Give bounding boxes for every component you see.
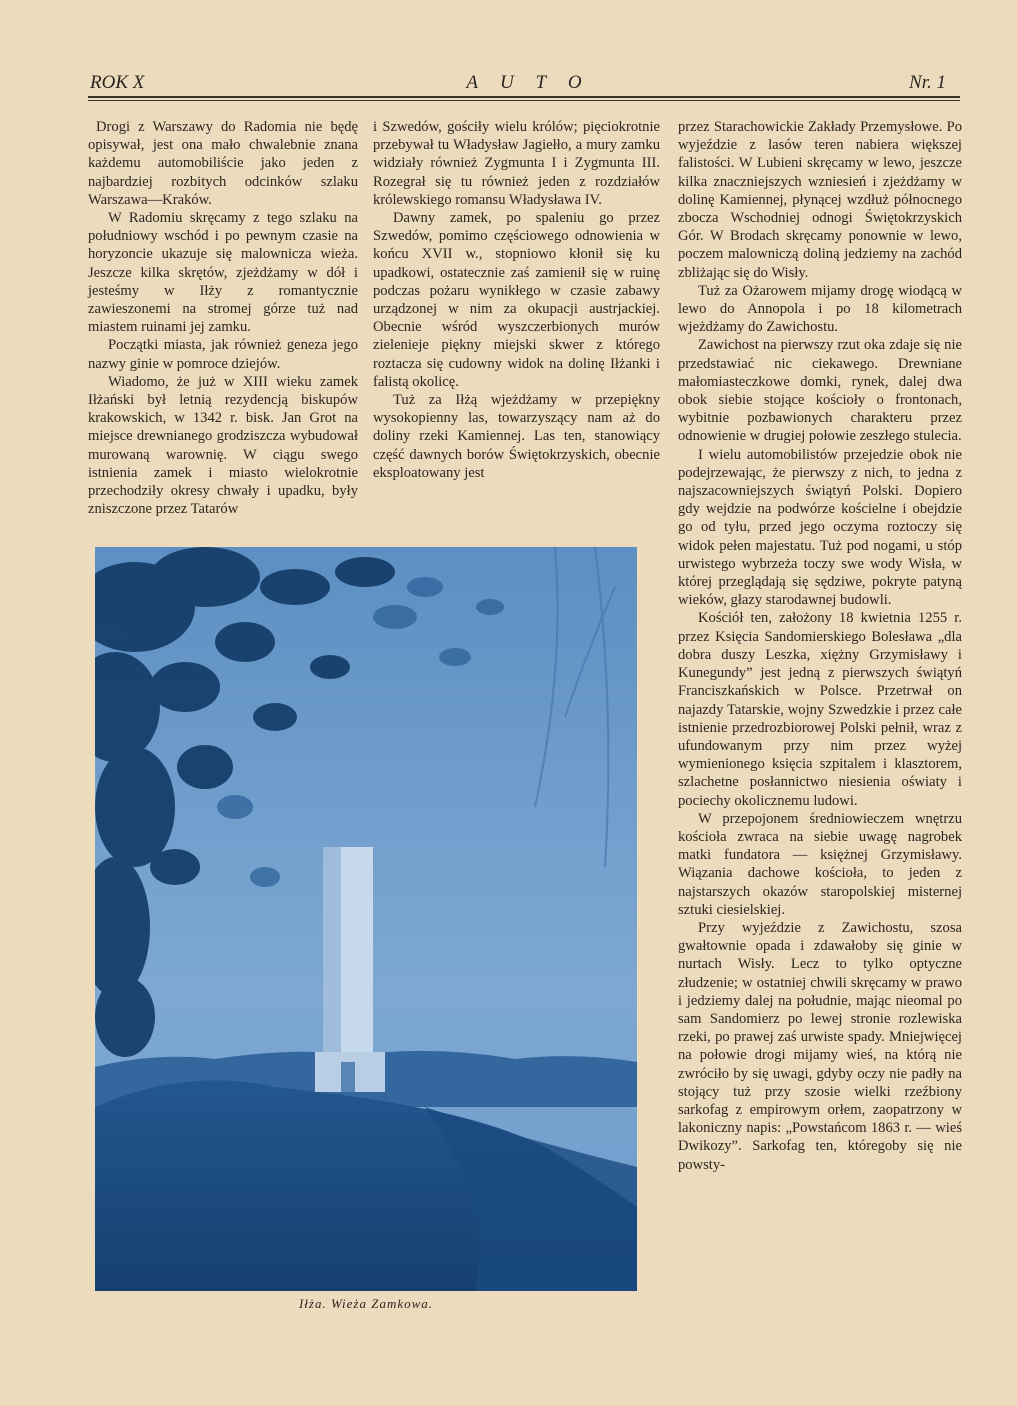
photo-illustration <box>95 547 637 1291</box>
header-magazine-title: AUTO <box>466 72 604 93</box>
paragraph: i Szwedów, gościły wielu królów; pięciokrotnie przebywał tu Władysław Jagiełło, a mury zamku widziały również Zygmunta I i Zygmunta III. Rozegrał się tu również jeden z rozdziałów królewskiego romansu Władysława IV. <box>373 119 660 208</box>
paragraph: Dawny zamek, po spaleniu go przez Szwedów, pomimo częściowego odnowienia w końcu XVII w., stopniowo kłonił się ku upadkowi, ostatecznie zaś zamienił się w ruinę podczas pożaru wynikłego w czasie zabawy urządzonej w nim za okupacji austrjackiej. Obecnie wśród wyszczerbionych murów zieleniеje piękny miejski skwer z którego roztacza się cudowny widok na dolinę Iłżanki i falistą okolicę. <box>373 210 660 390</box>
paragraph: przez Starachowickie Zakłady Przemysłowe. Po wyjeździe z lasów teren nabiera większej falistości. W Lubieni skręcamy w lewo, jeszcze kilka znaczniejszych wzniesień i zjeżdżamy w dolinę Kamiennej, płynącej wzdłuż północnego zbocza Wschodniej odnogi Świętokrzyskich Gór. W Brodach skręcamy ponownie w lewo, poczem malowniczą doliną jedziemy na zachód zbliżając się do Wisły. <box>678 119 962 281</box>
running-header <box>88 72 960 94</box>
photo-caption: Iłża. Wieża Zamkowa. <box>298 1296 434 1311</box>
text-column-3 <box>678 118 962 1174</box>
paragraph: I wielu automobilistów przejedzie obok nie podejrzewając, że pierwszy z nich, to jedna z najszacowniejszych świątyń Polski. Dopiero gdy wejdzie na podwórze kościelne i obejdzie go od tyłu, przed jego oczyma roztoczy się widok pełen majestatu. Tuż pod nogami, u stóp urwistego wybrzeża toczy swe wody Wisła, w której przeglądają się sędziwe, pokryte patyną wieków, głazy starodawnej budowli. <box>678 446 962 609</box>
header-volume: ROK X <box>90 72 145 93</box>
text-column-1 <box>88 118 358 518</box>
paragraph: Zawichost na pierwszy rzut oka zdaje się nie przedstawiać nic ciekawego. Drewniane małomiasteczkowe domki, rynek, dalej dwa obok siebie stojące kościoły o frontonach, wybitnie pozbawionych charakteru przez odnowienie w drugiej połowie zeszłego stulecia. <box>678 337 962 445</box>
text-column-2 <box>373 118 660 482</box>
paragraph: W Radomiu skręcamy z tego szlaku na południowy wschód i po pewnym czasie na horyzoncie ukazuje się malownicza wieża. Jeszcze kilka skrętów, zjeżdżamy w dół i jesteśmy w Iłży z romantycznie zawieszonemi na stromej górze tuż nad miastem ruinami jej zamku. <box>88 210 358 336</box>
paragraph: Przy wyjeździe z Zawichostu, szosa gwałtownie opada i zdawałoby się ginie w nurtach Wisły. Lecz to tylko optyczne złudzenie; w ostatniej chwili skręcamy w prawo i jedziemy dalej na południe, mając nieomal po sam Sandomierz po lewej stronie rozlewiska rzeki, po prawej zaś urwiste spady. Mniejwięcej na połowie drogi mijamy wieś, na którą nie zwróciło by się uwagi, gdyby oczy nie padły na stojący tuż przy szosie wielki rzeźbiony sarkofag z empirowym orłem, zaopatrzony w lakoniczny napis: „Powstańcom 1863 r. — wieś Dwikozy”. Sarkofag ten, któregoby się nie powsty- <box>678 919 962 1173</box>
header-issue-number: Nr. 1 <box>909 72 946 93</box>
paragraph: W przepojonem średniowieczem wnętrzu kościoła zwraca na siebie uwagę nagrobek matki fundatora — księżnej Grzymisławy. Wiązania dachowe kościoła, to jeden z najstarszych okazów staropolskiej misternej sztuki ciesielskiej. <box>678 810 962 918</box>
paragraph: Kościół ten, założony 18 kwietnia 1255 r. przez Księcia Sandomierskiego Bolesława „dla dobra duszy Leszka, xiężny Grzymisławy i Kunegundy” jest jedną z pierwszych świątyń Franciszkańskich w Polsce. Przetrwał on najazdy Tatarskie, wojny Szwedzkie i przez całe istnienie przedrozbiorowej Polski pełnił, wraz z ufundowanym przy nim przez wyżej wymienionego księcia szpitalem i klasztorem, szlachetne posłannictwo niesienia oświaty i pociechy okolicznemu ludowi. <box>678 610 962 809</box>
header-rule-thin <box>88 100 960 101</box>
castle-tower-photo <box>95 547 637 1291</box>
paragraph: Wiadomo, że już w XIII wieku zamek Iłżański był letnią rezydencją biskupów krakowskich, w 1342 r. bisk. Jan Grot na miejsce drewnianego grodziszcza wybudował murowaną warownię. W ciągu swego istnienia zamek i miasto wielokrotnie przechodziły okresy chwały i upadku, były zniszczone przez Tatarów <box>88 373 358 518</box>
paragraph: Tuż za Ożarowem mijamy drogę wiodącą w lewo do Annopola i po 18 kilometrach wjeżdżamy do Zawichostu. <box>678 282 962 336</box>
paragraph: Tuż za Iłżą wjeżdżamy w przepiękny wysokopienny las, towarzyszący nam aż do doliny rzeki Kamiennej. Las ten, stanowiący część dawnych borów Świętokrzyskich, obecnie eksploatowany jest <box>373 392 660 481</box>
header-rule-thick <box>88 96 960 98</box>
paragraph: Drogi z Warszawy do Radomia nie będę opisywał, jest ona mało chwalebnie znana każdemu automobiliście jako jeden z najbardziej rozbitych odcinków szlaku Warszawa—Kraków. <box>88 119 358 208</box>
paragraph: Początki miasta, jak również geneza jego nazwy ginie w pomroce dziejów. <box>88 337 358 372</box>
